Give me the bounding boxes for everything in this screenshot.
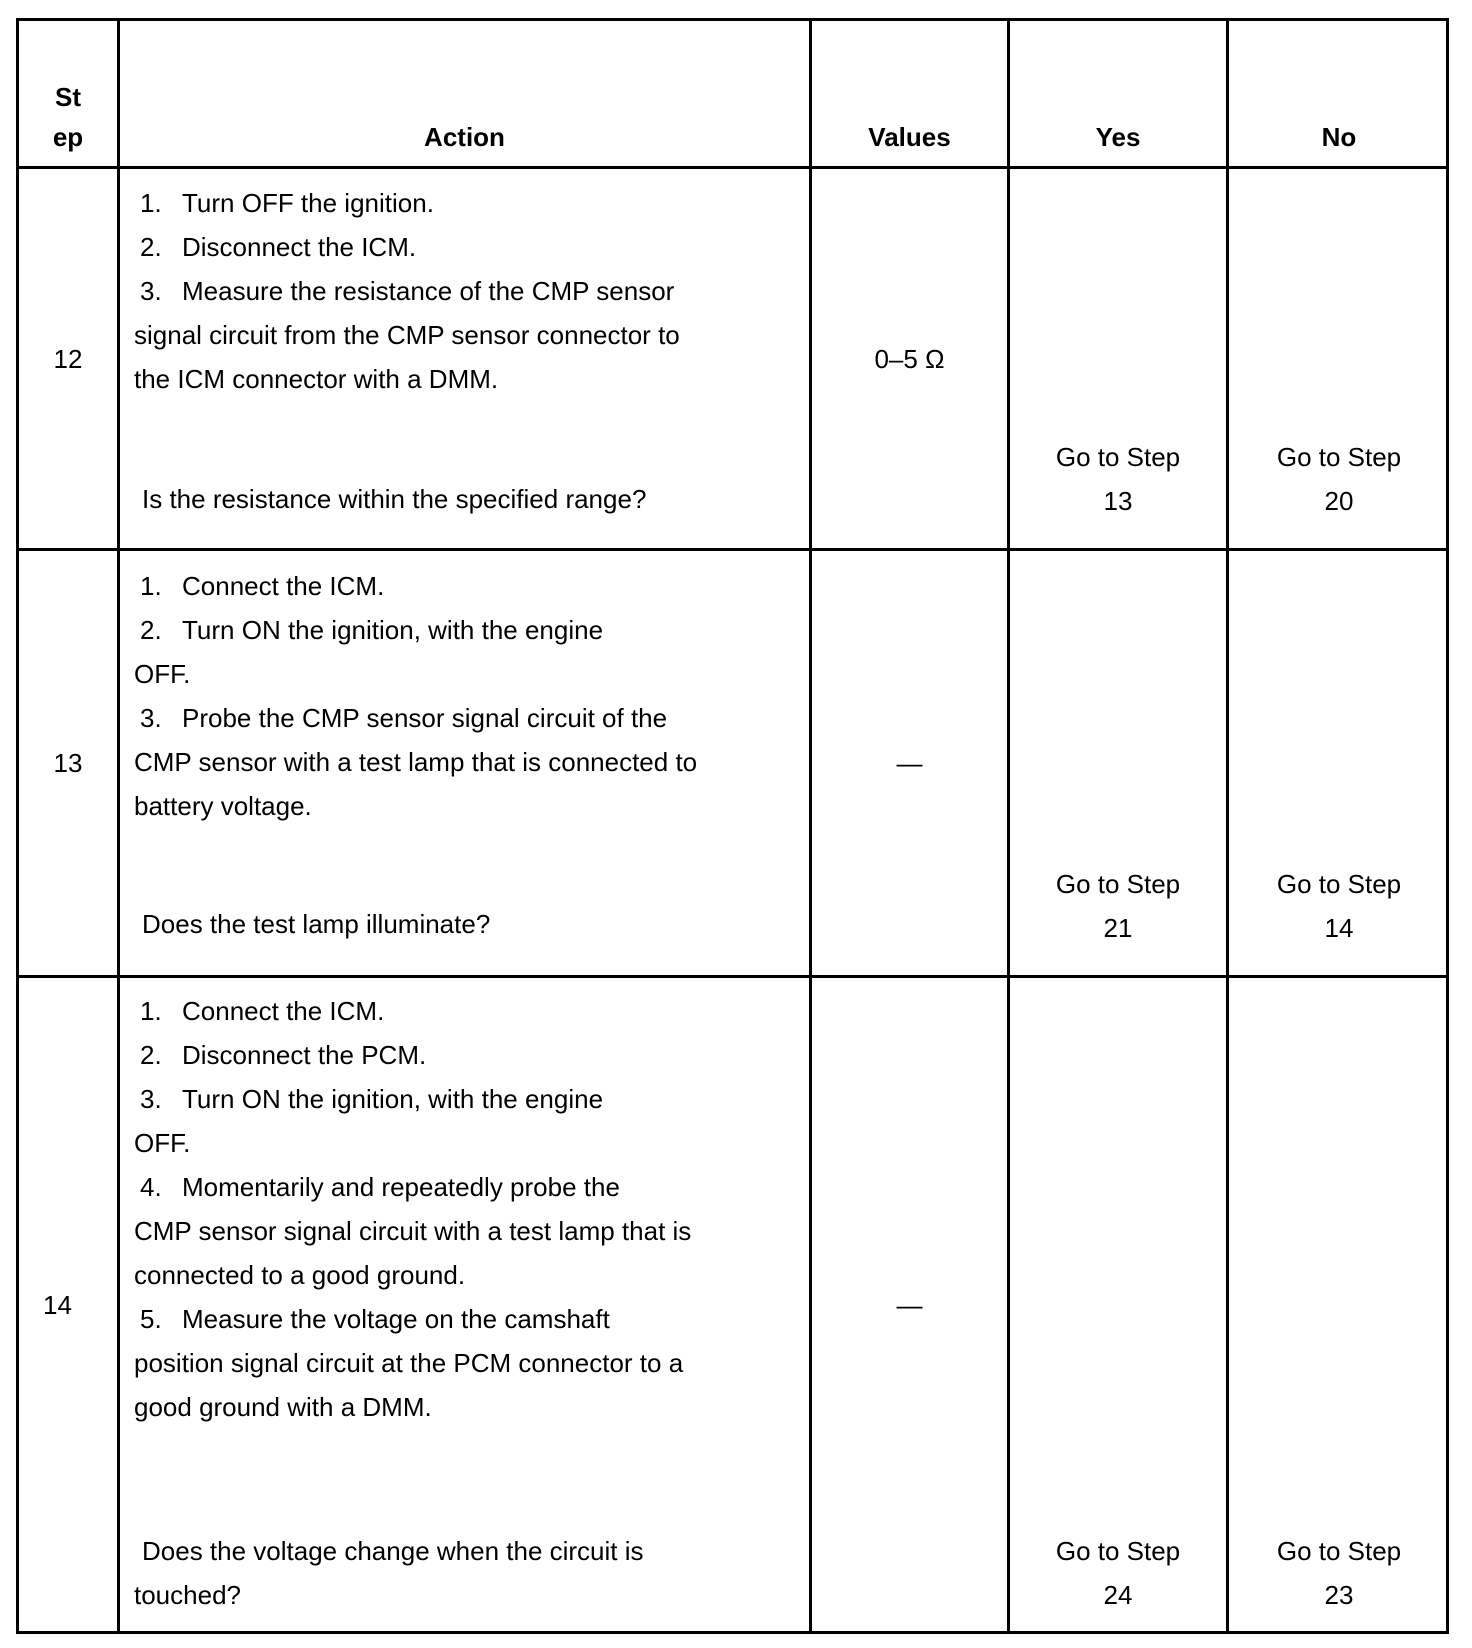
action-step	[134, 225, 801, 269]
action-cell	[120, 181, 809, 548]
step-index: 2.	[140, 1040, 162, 1070]
step-index: 5.	[140, 1304, 162, 1334]
action-step	[134, 1077, 801, 1121]
step-number: 14	[43, 1289, 72, 1320]
question-line: touched?	[134, 1580, 241, 1610]
action-continuation: OFF.	[134, 1128, 191, 1158]
action-continuation: CMP sensor signal circuit with a test lamp that is	[134, 1216, 692, 1246]
action-step	[134, 1033, 801, 1077]
step-text: Momentarily and repeatedly probe the	[182, 1172, 620, 1202]
action-continuation: good ground with a DMM.	[134, 1392, 432, 1422]
step-text: Probe the CMP sensor signal circuit of the	[182, 703, 668, 733]
step-text: Connect the ICM.	[182, 996, 385, 1026]
step-number: 13	[53, 748, 83, 778]
header-step-line1: St	[55, 82, 81, 112]
action-continuation: OFF.	[134, 659, 191, 689]
action-step	[134, 696, 801, 740]
header-step-line2: ep	[52, 122, 84, 152]
step-text: Measure the voltage on the camshaft	[182, 1304, 610, 1334]
yes-goto-step: 24	[1103, 1580, 1133, 1610]
header-values: Values	[868, 122, 951, 152]
step-index: 1.	[140, 571, 162, 601]
header-action: Action	[424, 122, 505, 152]
no-goto-step: 20	[1324, 486, 1354, 516]
step-index: 3.	[140, 703, 162, 733]
step-number: 12	[53, 343, 83, 374]
action-step	[134, 1165, 801, 1209]
no-cell	[1229, 978, 1449, 1631]
action-continuation: the ICM connector with a DMM.	[134, 364, 499, 394]
action-step	[134, 989, 801, 1033]
action-continuation: signal circuit from the CMP sensor connector to	[134, 320, 680, 350]
step-text: Disconnect the ICM.	[182, 232, 417, 262]
no-goto-step: 14	[1324, 913, 1354, 943]
header-yes: Yes	[1095, 122, 1141, 152]
step-text: Turn OFF the ignition.	[182, 188, 434, 218]
yes-cell	[1010, 551, 1226, 975]
header-step	[19, 77, 117, 157]
question-line: Does the voltage change when the circuit is	[142, 1536, 644, 1566]
step-index: 3.	[140, 1084, 162, 1114]
step-index: 2.	[140, 232, 162, 262]
value-cell: —	[896, 1289, 923, 1320]
value-cell: 0–5 Ω	[874, 343, 945, 374]
no-cell	[1229, 169, 1449, 548]
action-step	[134, 564, 801, 608]
header-no: No	[1321, 122, 1357, 152]
step-text: Measure the resistance of the CMP sensor	[182, 276, 675, 306]
action-step	[134, 269, 801, 313]
yes-goto-label: Go to Step	[1055, 1536, 1181, 1566]
step-index: 3.	[140, 276, 162, 306]
step-index: 1.	[140, 996, 162, 1026]
yes-goto-label: Go to Step	[1055, 869, 1181, 899]
yes-cell	[1010, 978, 1226, 1631]
action-step	[134, 181, 801, 225]
value-cell: —	[896, 748, 923, 778]
action-continuation: position signal circuit at the PCM connector to a	[134, 1348, 684, 1378]
step-text: Turn ON the ignition, with the engine	[182, 1084, 604, 1114]
step-text: Turn ON the ignition, with the engine	[182, 615, 604, 645]
action-continuation: battery voltage.	[134, 791, 312, 821]
step-text: Connect the ICM.	[182, 571, 385, 601]
no-goto-label: Go to Step	[1276, 869, 1402, 899]
step-index: 4.	[140, 1172, 162, 1202]
step-text: Disconnect the PCM.	[182, 1040, 427, 1070]
action-continuation: CMP sensor with a test lamp that is connected to	[134, 747, 698, 777]
yes-cell	[1010, 169, 1226, 548]
question-line: Does the test lamp illuminate?	[142, 909, 491, 939]
question	[142, 902, 490, 946]
yes-goto-label: Go to Step	[1055, 442, 1181, 472]
no-goto-label: Go to Step	[1276, 442, 1402, 472]
question-line: Is the resistance within the specified range?	[142, 484, 647, 514]
step-index: 2.	[140, 615, 162, 645]
no-goto-label: Go to Step	[1276, 1536, 1402, 1566]
question	[134, 1529, 644, 1617]
action-step	[134, 1297, 801, 1341]
diagnostic-table	[16, 18, 1449, 1634]
step-index: 1.	[140, 188, 162, 218]
action-step	[134, 608, 801, 652]
action-cell	[120, 989, 809, 1631]
no-cell	[1229, 551, 1449, 975]
question	[142, 477, 646, 521]
action-continuation: connected to a good ground.	[134, 1260, 466, 1290]
yes-goto-step: 13	[1103, 486, 1133, 516]
yes-goto-step: 21	[1103, 913, 1133, 943]
action-cell	[120, 564, 809, 975]
no-goto-step: 23	[1324, 1580, 1354, 1610]
